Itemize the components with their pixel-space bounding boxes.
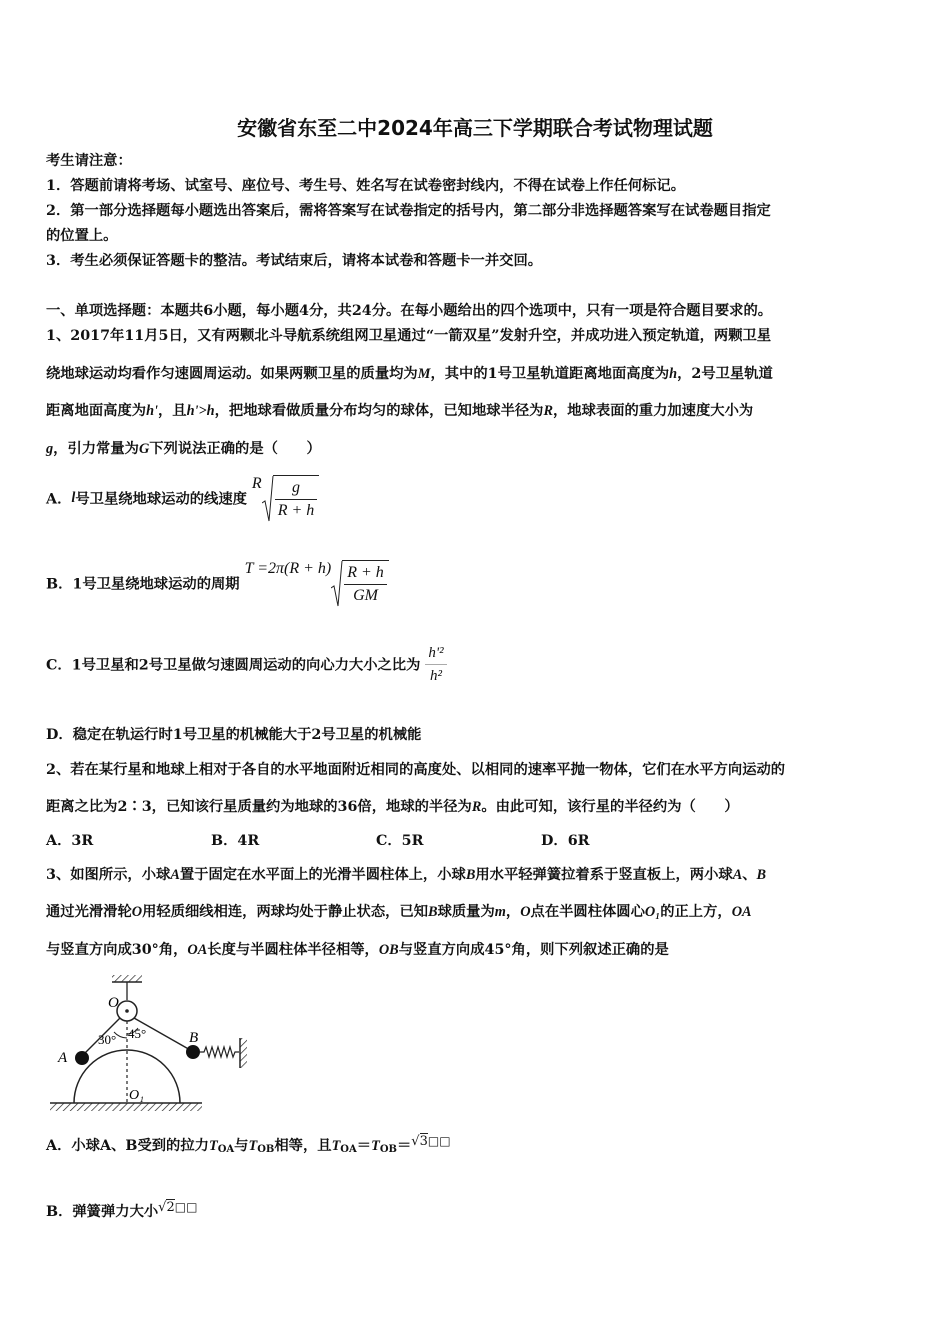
notice-item-3: 3．考生必须保证答题卡的整洁。考试结束后，请将本试卷和答题卡一并交回。 [46,253,543,269]
label-angle-45: 45° [128,1026,147,1041]
q1-line-4: g，引力常量为G下列说法正确的是（ ） [46,441,321,457]
label-b: B [189,1030,199,1046]
label-o1: O₁ [129,1088,144,1103]
label-o: O [108,995,119,1011]
page-title: 安徽省东至二中2024年高三下学期联合考试物理试题 [237,116,713,140]
ceiling-mount [112,975,142,982]
notice-item-2a: 2．第一部分选择题每小题选出答案后，需将答案写在试卷指定的括号内，第二部分非选择题答案写在试卷题目指定 [46,203,771,219]
q1-option-b: B．1号卫星绕地球运动的周期 T =2π(R + h) $\frac{R + h}{GM}$ [46,560,389,607]
q1-line-1: 1、2017年11月5日，又有两颗北斗导航系统组网卫星通过“一箭双星”发射升空，并成功进入预定轨道，两颗卫星 [46,328,772,344]
q2-option-b: B．4R [211,833,260,849]
ball-a [75,1051,89,1065]
wall [240,1038,247,1068]
radical-sign-icon [262,475,274,523]
q1-option-a: A．l号卫星绕地球运动的线速度 R $\frac{g}{R + h}$ [46,475,319,522]
notice-item-2b: 的位置上。 [46,228,118,244]
q2-option-c: C．5R [376,833,424,849]
q1-line-2: 绕地球运动均看作匀速圆周运动。如果两颗卫星的质量均为M，其中的1号卫星轨道距离地面高度为h，2号卫星轨道 [46,366,773,382]
q2-line-1: 2、若在某行星和地球上相对于各自的水平地面附近相同的高度处、以相同的速率平抛一物体，它们在水平方向运动的 [46,762,786,778]
q3-line-2: 通过光滑滑轮O用轻质细线相连，两球均处于静止状态，已知B球质量为m，O点在半圆柱体圆心O₁的正上方，OA [46,904,752,920]
q2-line-2: 距离之比为2∶3，已知该行星质量约为地球的36倍，地球的半径为R。由此可知，该行星的半径约为（ ） [46,799,739,815]
notice-item-1: 1．答题前请将考场、试室号、座位号、考生号、姓名写在试卷密封线内，不得在试卷上作任何标记。 [46,178,686,194]
q3-line-1: 3、如图所示，小球A置于固定在水平面上的光滑半圆柱体上，小球B用水平轻弹簧拉着系于竖直板上，两小球A、B [46,867,767,883]
q2-option-a: A．3R [46,833,94,849]
q3-option-b: B．弹簧弹力大小√2□□ [46,1200,198,1220]
q1-line-3: 距离地面高度为h'，且h'>h，把地球看做质量分布均匀的球体，已知地球半径为R，地球表面的重力加速度大小为 [46,403,754,419]
q3-option-a: A．小球A、B受到的拉力TOA与TOB相等，且TOA＝TOB＝√3□□ [46,1134,451,1155]
q1-option-d: D．稳定在轨运行时1号卫星的机械能大于2号卫星的机械能 [46,727,422,743]
q3-line-3: 与竖直方向成30°角，OA长度与半圆柱体半径相等，OB与竖直方向成45°角，则下列叙述正确的是 [46,942,669,958]
spring [200,1047,239,1057]
label-angle-30: 30° [98,1032,117,1047]
q1-option-c: C．1号卫星和2号卫星做匀速圆周运动的向心力大小之比为 $\frac{\text{h'²}}{\text{h²}}$ [46,642,447,687]
q2-option-d: D．6R [541,833,590,849]
ball-b [186,1045,200,1059]
q3-figure [46,972,261,1122]
ground [50,1103,202,1111]
section-heading: 一、单项选择题：本题共6小题，每小题4分，共24分。在每小题给出的四个选项中，只有一项是符合题目要求的。 [46,303,773,319]
notice-heading: 考生请注意： [46,153,132,169]
formula-ratio: $\frac{\text{h'²}}{\text{h²}}$ [425,642,446,687]
radical-sign-icon [331,560,343,608]
label-a: A [58,1050,68,1066]
formula-velocity: R $\frac{g}{R + h}$ [252,475,319,522]
formula-period: T =2π(R + h) $\frac{R + h}{GM}$ [245,560,389,607]
